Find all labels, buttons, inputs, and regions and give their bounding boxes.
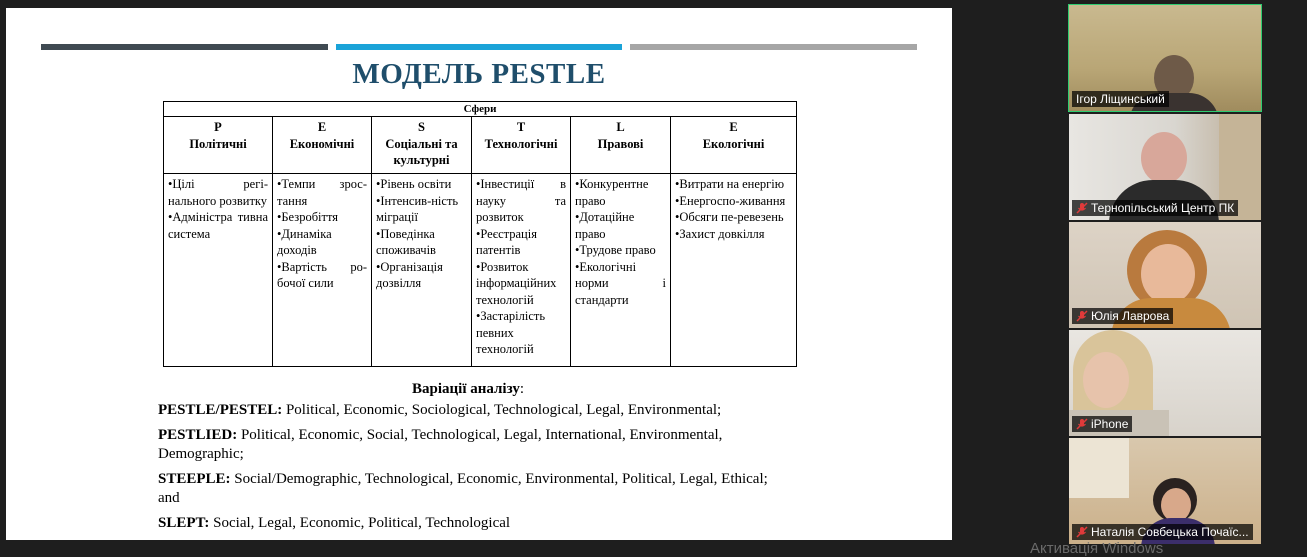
decor-bar-blue	[336, 44, 622, 50]
list-item: •Динаміка доходів	[277, 226, 332, 257]
list-item: •Рівень освіти	[376, 177, 452, 191]
column-header-legal: L Правові	[571, 117, 671, 174]
column-items-legal	[571, 174, 671, 367]
list-item: •Організація дозвілля	[376, 259, 443, 290]
variation-line: PESTLIED: Political, Economic, Social, Technological, Legal, International, Environmental, Demographic;	[158, 427, 723, 462]
column-items-social	[372, 174, 472, 367]
list-item: •Інвестиції в науку та розвиток	[476, 177, 566, 224]
variations-title: Варіації аналізу:	[412, 381, 524, 397]
column-header-economic: E Економічні	[273, 117, 372, 174]
column-items-technological	[472, 174, 571, 367]
participant-name-label: Юлія Лаврова	[1072, 308, 1173, 324]
person-face	[1161, 488, 1191, 522]
shared-slide	[6, 8, 952, 540]
decor-bar-gray	[630, 44, 917, 50]
window	[1069, 438, 1129, 498]
variation-line: STEEPLE: Social/Demographic, Technological, Economic, Environmental, Political, Legal, Ethical; and	[158, 471, 768, 506]
list-item: •Витрати на енергію	[675, 177, 785, 191]
list-item: •Поведінка споживачів	[376, 226, 436, 257]
list-item: •Захист довкілля	[675, 226, 765, 241]
list-item: •Цілі регі-нального розвитку	[168, 177, 268, 208]
list-item: •Темпи зрос-тання	[277, 177, 367, 208]
variation-line: PESTLE/PESTEL: Political, Economic, Sociological, Technological, Legal, Environmental;	[158, 402, 722, 418]
participant-tile[interactable]	[1069, 330, 1261, 436]
column-header-environmental: E Екологічні	[671, 117, 797, 174]
list-item: •Реєстрація патентів	[476, 226, 537, 257]
list-item: •Інтенсив-ність міграції	[376, 193, 459, 224]
list-item: •Безробіття	[277, 210, 339, 224]
person-face	[1141, 244, 1195, 304]
variation-line: SLEPT: Social, Legal, Economic, Political, Technological	[158, 515, 511, 531]
windows-activation-watermark: Активація Windows	[1030, 540, 1164, 557]
spheres-header: Сфери	[164, 102, 797, 117]
list-item: •Трудове право	[575, 243, 656, 257]
list-item: •Дотаційне право	[575, 210, 635, 241]
list-item: •Екологічні норми і стандарти	[575, 259, 666, 307]
pestle-table	[163, 101, 797, 367]
mic-muted-icon	[1076, 526, 1088, 538]
list-item: •Обсяги пе-ревезень	[675, 210, 784, 224]
decor-bar-dark	[41, 44, 328, 50]
column-header-social: S Соціальні та культурні	[372, 117, 472, 174]
list-item: •Вартість ро-бочої сили	[277, 259, 367, 290]
participant-tile[interactable]	[1069, 438, 1261, 544]
column-items-political	[164, 174, 273, 367]
variations-section	[158, 380, 778, 533]
participant-name-label: iPhone	[1072, 416, 1132, 432]
person-face	[1083, 352, 1129, 408]
list-item: •Адміністра тивна система	[168, 210, 268, 241]
list-item: •Розвиток інформаційних технологій	[476, 259, 557, 307]
person-silhouette	[1141, 132, 1187, 184]
participant-name-label: Наталія Совбецька Почаїс...	[1072, 524, 1253, 540]
column-items-economic	[273, 174, 372, 367]
mic-muted-icon	[1076, 310, 1088, 322]
participant-tile[interactable]	[1069, 114, 1261, 220]
mic-muted-icon	[1076, 202, 1088, 214]
column-items-environmental	[671, 174, 797, 367]
participant-name-label: Ігор Ліщинський	[1072, 91, 1169, 107]
slide-title: МОДЕЛЬ PESTLE	[352, 58, 606, 90]
column-header-technological: T Технологічні	[472, 117, 571, 174]
list-item: •Конкурентне право	[575, 177, 649, 208]
mic-muted-icon	[1076, 418, 1088, 430]
list-item: •Застарілість певних технологій	[476, 309, 546, 356]
participant-tile[interactable]	[1069, 5, 1261, 111]
participant-name-label: Тернопільський Центр ПК	[1072, 200, 1238, 216]
participant-tile[interactable]	[1069, 222, 1261, 328]
list-item: •Енергоспо-живання	[675, 193, 786, 208]
column-header-political: P Політичні	[164, 117, 273, 174]
